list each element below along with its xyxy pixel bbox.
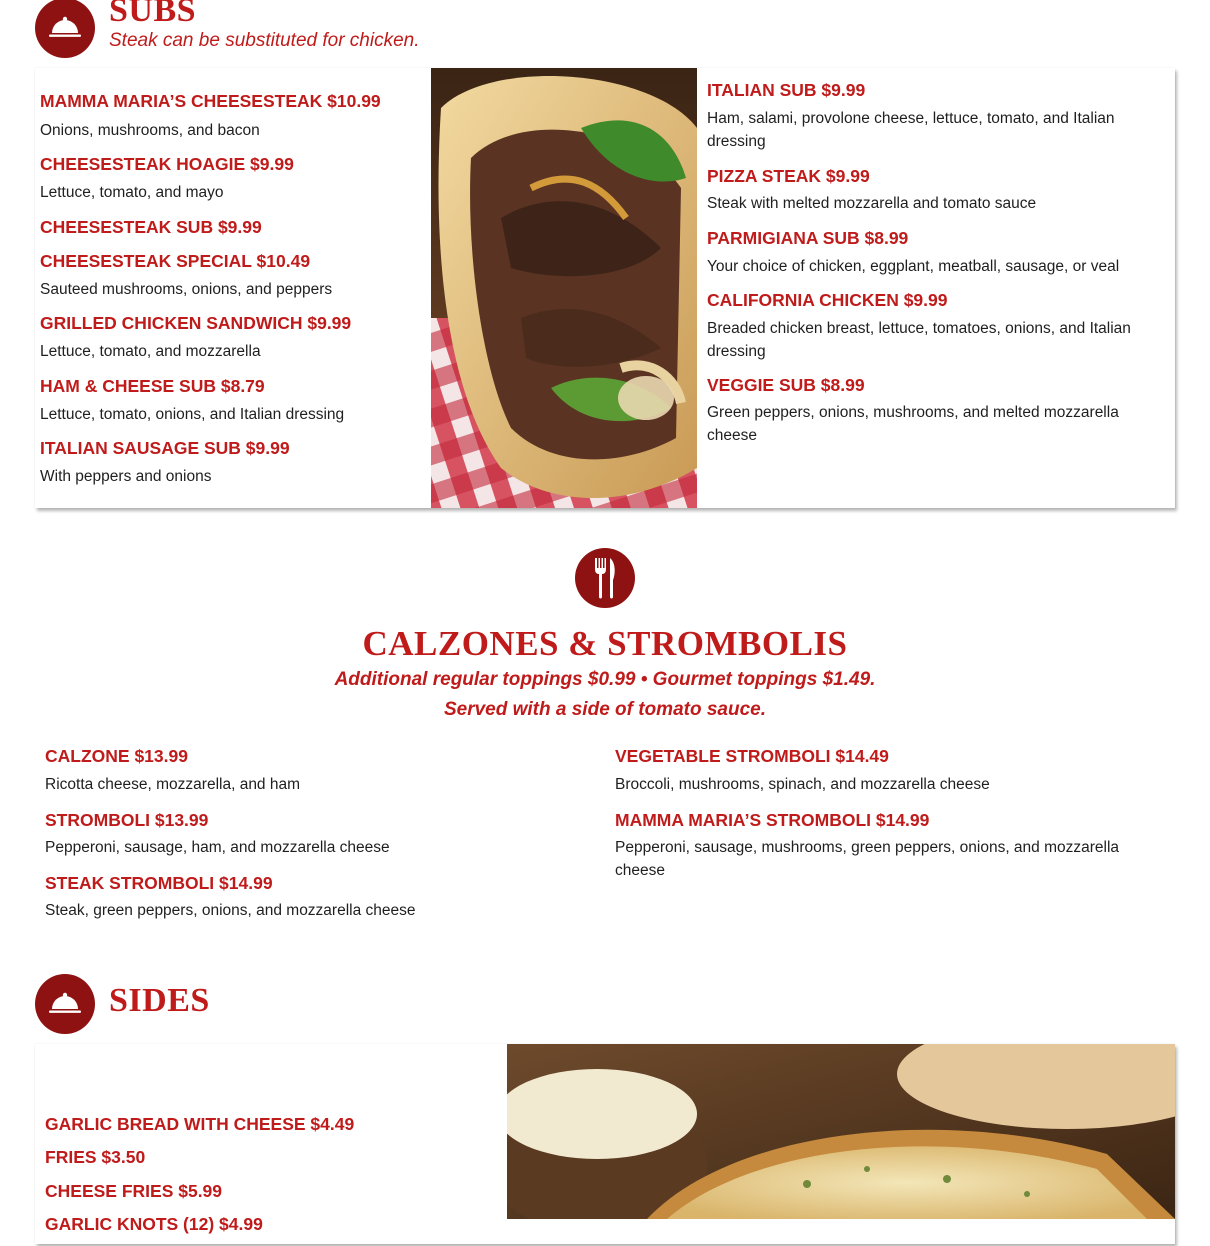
item-name: ITALIAN SAUSAGE SUB $9.99: [40, 438, 290, 458]
item-name: GARLIC KNOTS (12) $4.99: [45, 1214, 263, 1234]
menu-item: [707, 79, 1147, 165]
item-name: CALZONE $13.99: [45, 746, 188, 766]
garlic-bread-photo: [507, 1044, 1175, 1219]
menu-item: [615, 745, 1155, 809]
item-name: MAMMA MARIA’S STROMBOLI $14.99: [615, 810, 930, 830]
menu-item: [40, 437, 425, 499]
item-desc: Lettuce, tomato, and mozzarella: [40, 343, 261, 360]
subs-right-column: [707, 79, 1147, 444]
cloche-icon: [35, 974, 95, 1034]
item-desc: Pepperoni, sausage, ham, and mozzarella cheese: [45, 839, 390, 856]
item-name: CHEESESTEAK SPECIAL $10.49: [40, 251, 311, 271]
item-desc: Steak, green peppers, onions, and mozzarella cheese: [45, 902, 416, 919]
item-desc: Ham, salami, provolone cheese, lettuce, tomato, and Italian dressing: [707, 110, 1115, 150]
item-name: GRILLED CHICKEN SANDWICH $9.99: [40, 313, 352, 333]
item-desc: Lettuce, tomato, and mayo: [40, 184, 224, 201]
menu-item: [45, 872, 585, 935]
item-name: CHEESESTEAK HOAGIE $9.99: [40, 154, 294, 174]
menu-item: [45, 1146, 495, 1180]
item-desc: Breaded chicken breast, lettuce, tomatoes, onions, and Italian dressing: [707, 320, 1131, 360]
item-desc: Your choice of chicken, eggplant, meatball, sausage, or veal: [707, 258, 1120, 275]
menu-item: [40, 375, 425, 437]
menu-item: [40, 216, 425, 250]
item-name: PIZZA STEAK $9.99: [707, 166, 870, 186]
subs-left-column: [40, 90, 425, 499]
menu-item: [707, 165, 1147, 227]
item-name: VEGETABLE STROMBOLI $14.49: [615, 746, 889, 766]
item-name: ITALIAN SUB $9.99: [707, 80, 866, 100]
item-name: CHEESESTEAK SUB $9.99: [40, 217, 262, 237]
item-name: CALIFORNIA CHICKEN $9.99: [707, 290, 948, 310]
sides-header: [35, 974, 835, 1034]
cloche-icon: [35, 0, 95, 58]
calzones-right-column: [615, 745, 1155, 895]
menu-item: [45, 1213, 495, 1246]
item-desc: Broccoli, mushrooms, spinach, and mozzarella cheese: [615, 776, 990, 793]
item-desc: Green peppers, onions, mushrooms, and melted mozzarella cheese: [707, 404, 1119, 444]
subs-subtitle: Steak can be substituted for chicken.: [109, 30, 420, 51]
calzones-left-column: [45, 745, 585, 935]
calzones-subtitle-2: Served with a side of tomato sauce.: [443, 699, 767, 720]
menu-item: [45, 1113, 495, 1146]
fork-knife-icon: [575, 548, 635, 608]
item-desc: Onions, mushrooms, and bacon: [40, 122, 260, 139]
subs-header: [35, 0, 835, 58]
menu-item: [45, 745, 585, 809]
item-desc: Ricotta cheese, mozzarella, and ham: [45, 776, 301, 793]
menu-item: [40, 153, 425, 216]
subs-title: SUBS: [109, 0, 197, 29]
sides-column: [45, 1113, 495, 1246]
item-name: GARLIC BREAD WITH CHEESE $4.49: [45, 1114, 355, 1134]
menu-item: [40, 250, 425, 312]
item-name: PARMIGIANA SUB $8.99: [707, 228, 909, 248]
item-desc: Sauteed mushrooms, onions, and peppers: [40, 281, 333, 298]
item-name: HAM & CHEESE SUB $8.79: [40, 376, 265, 396]
item-desc: With peppers and onions: [40, 468, 212, 485]
item-name: VEGGIE SUB $8.99: [707, 375, 865, 395]
menu-item: [707, 227, 1147, 289]
item-name: MAMMA MARIA’S CHEESESTEAK $10.99: [40, 91, 381, 111]
cheesesteak-photo: [431, 68, 697, 508]
item-desc: Pepperoni, sausage, mushrooms, green peppers, onions, and mozzarella cheese: [615, 839, 1120, 879]
item-name: FRIES $3.50: [45, 1147, 146, 1167]
item-desc: Steak with melted mozzarella and tomato sauce: [707, 195, 1037, 212]
menu-item: [45, 809, 585, 872]
item-name: CHEESE FRIES $5.99: [45, 1181, 223, 1201]
menu-item: [707, 289, 1147, 374]
calzones-subtitle-1: Additional regular toppings $0.99 • Gourmet toppings $1.49.: [334, 669, 876, 690]
menu-item: [707, 374, 1147, 444]
item-desc: Lettuce, tomato, onions, and Italian dressing: [40, 406, 345, 423]
item-name: STEAK STROMBOLI $14.99: [45, 873, 273, 893]
menu-item: [40, 90, 425, 153]
menu-item: [45, 1180, 495, 1213]
menu-item: [615, 809, 1155, 895]
menu-item: [40, 312, 425, 375]
calzones-title: CALZONES & STROMBOLIS: [362, 624, 848, 663]
sides-title: SIDES: [109, 982, 210, 1019]
item-name: STROMBOLI $13.99: [45, 810, 209, 830]
